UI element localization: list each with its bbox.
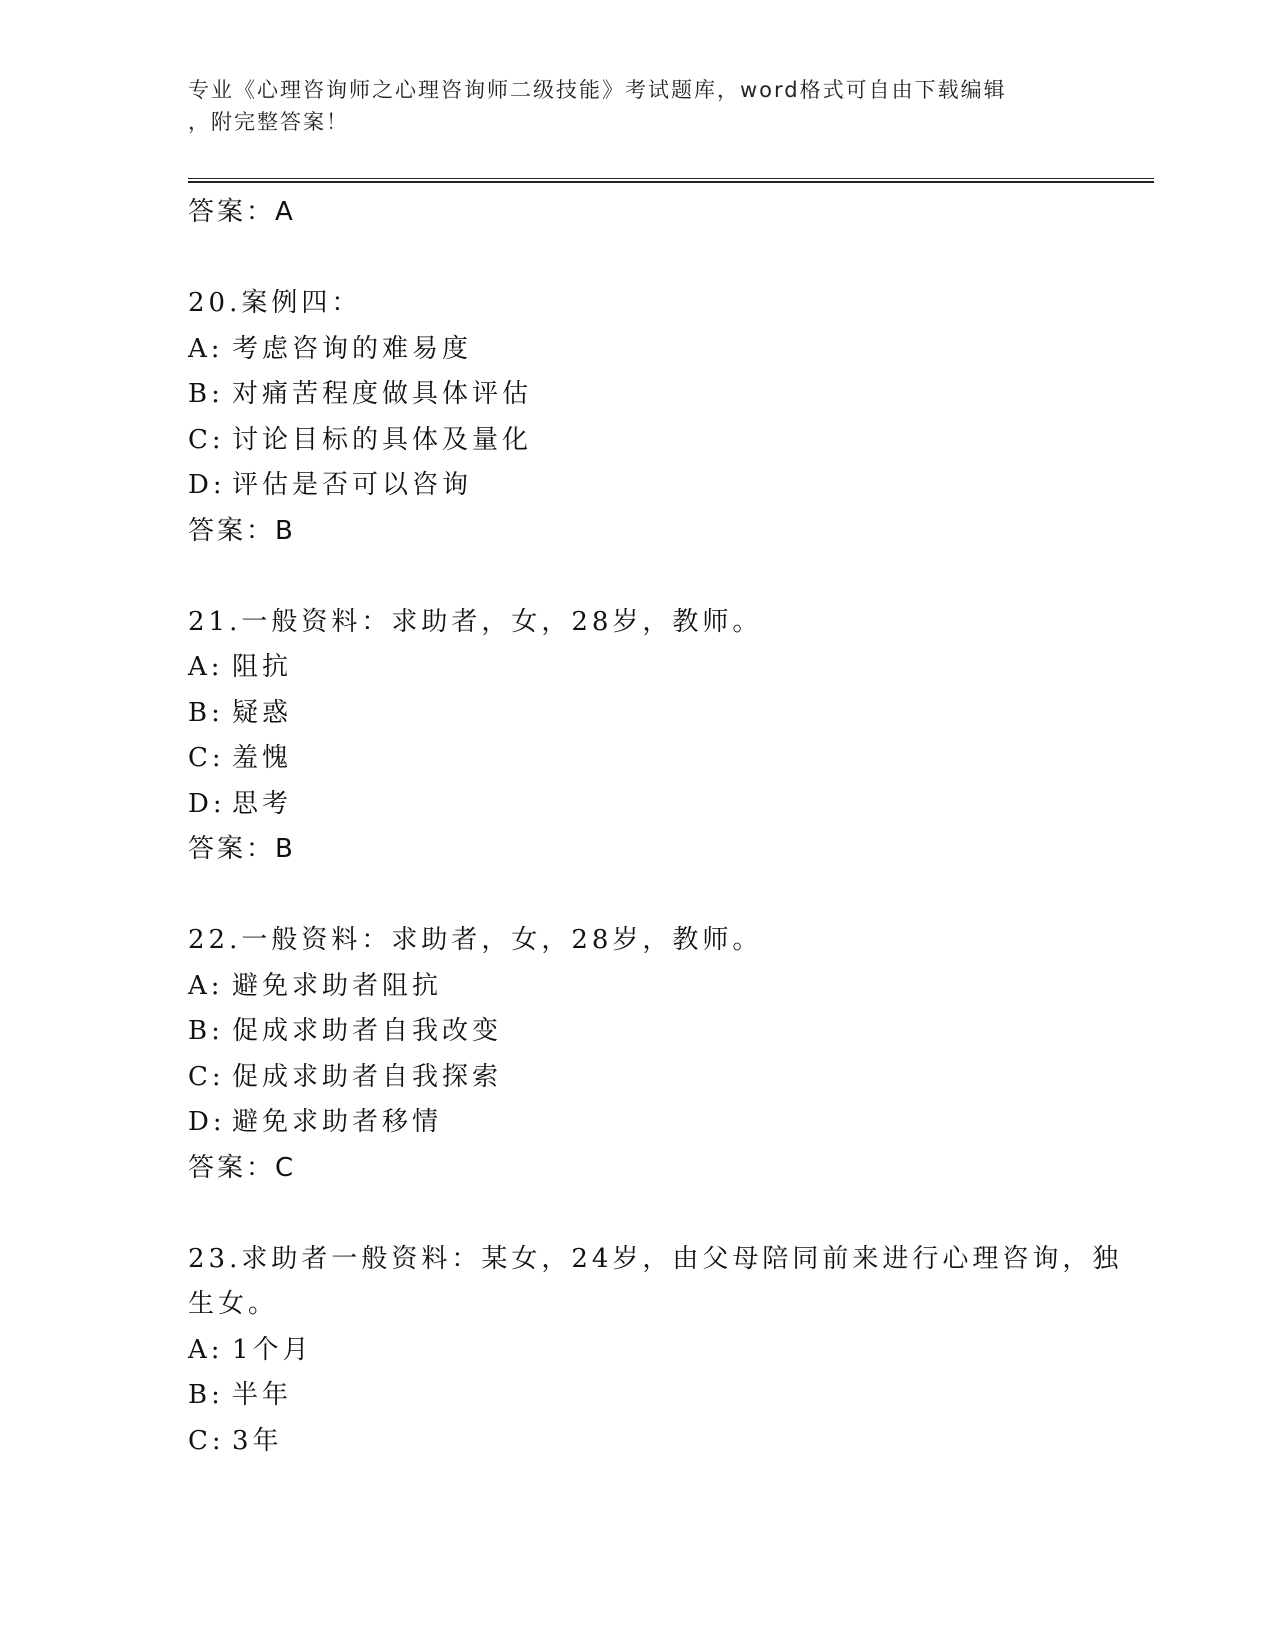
question-stem: 21.一般资料：求助者，女，28岁，教师。 xyxy=(188,606,763,637)
option-a: A: 避免求助者阻抗 xyxy=(188,970,443,1001)
question-list xyxy=(188,190,1123,1464)
question-block xyxy=(188,1237,1123,1465)
answer-line: 答案：B xyxy=(188,834,296,864)
answer-line: 答案：C xyxy=(188,1152,297,1183)
option-b: B: 半年 xyxy=(188,1380,293,1410)
question-block xyxy=(188,281,1108,554)
option-c: C: 讨论目标的具体及量化 xyxy=(188,424,533,455)
answer-line: 答案：A xyxy=(188,197,296,227)
option-c: C: 3年 xyxy=(188,1425,283,1456)
option-b: B: 对痛苦程度做具体评估 xyxy=(188,379,533,409)
answer-line: 答案：B xyxy=(188,515,296,546)
option-b: B: 疑惑 xyxy=(188,697,293,728)
question-stem: 20.案例四： xyxy=(188,288,362,318)
option-c: C: 羞愧 xyxy=(188,743,293,773)
option-d: D: 避免求助者移情 xyxy=(188,1107,443,1137)
option-a: A: 阻抗 xyxy=(188,652,293,682)
option-d: D: 评估是否可以咨询 xyxy=(188,470,473,500)
question-stem-line-1: 23.求助者一般资料：某女，24岁，由父母陪同前来进行心理咨询，独 xyxy=(188,1243,1123,1274)
header-divider-thick xyxy=(188,181,1154,183)
question-block xyxy=(188,600,1108,873)
question-stem-line-2: 生女。 xyxy=(188,1289,279,1319)
page-header xyxy=(188,74,1088,138)
option-b: B: 促成求助者自我改变 xyxy=(188,1016,503,1046)
option-a: A: 1个月 xyxy=(188,1334,313,1365)
option-d: D: 思考 xyxy=(188,788,293,819)
header-title-line-2: ，附完整答案！ xyxy=(188,110,349,134)
header-title-line-1: 专业《心理咨询师之心理咨询师二级技能》考试题库，word格式可自由下载编辑 xyxy=(188,78,1007,102)
option-c: C: 促成求助者自我探索 xyxy=(188,1061,503,1092)
question-block xyxy=(188,918,1108,1191)
option-a: A: 考虑咨询的难易度 xyxy=(188,333,473,364)
header-divider-thin xyxy=(188,178,1154,179)
question-stem: 22.一般资料：求助者，女，28岁，教师。 xyxy=(188,925,763,955)
